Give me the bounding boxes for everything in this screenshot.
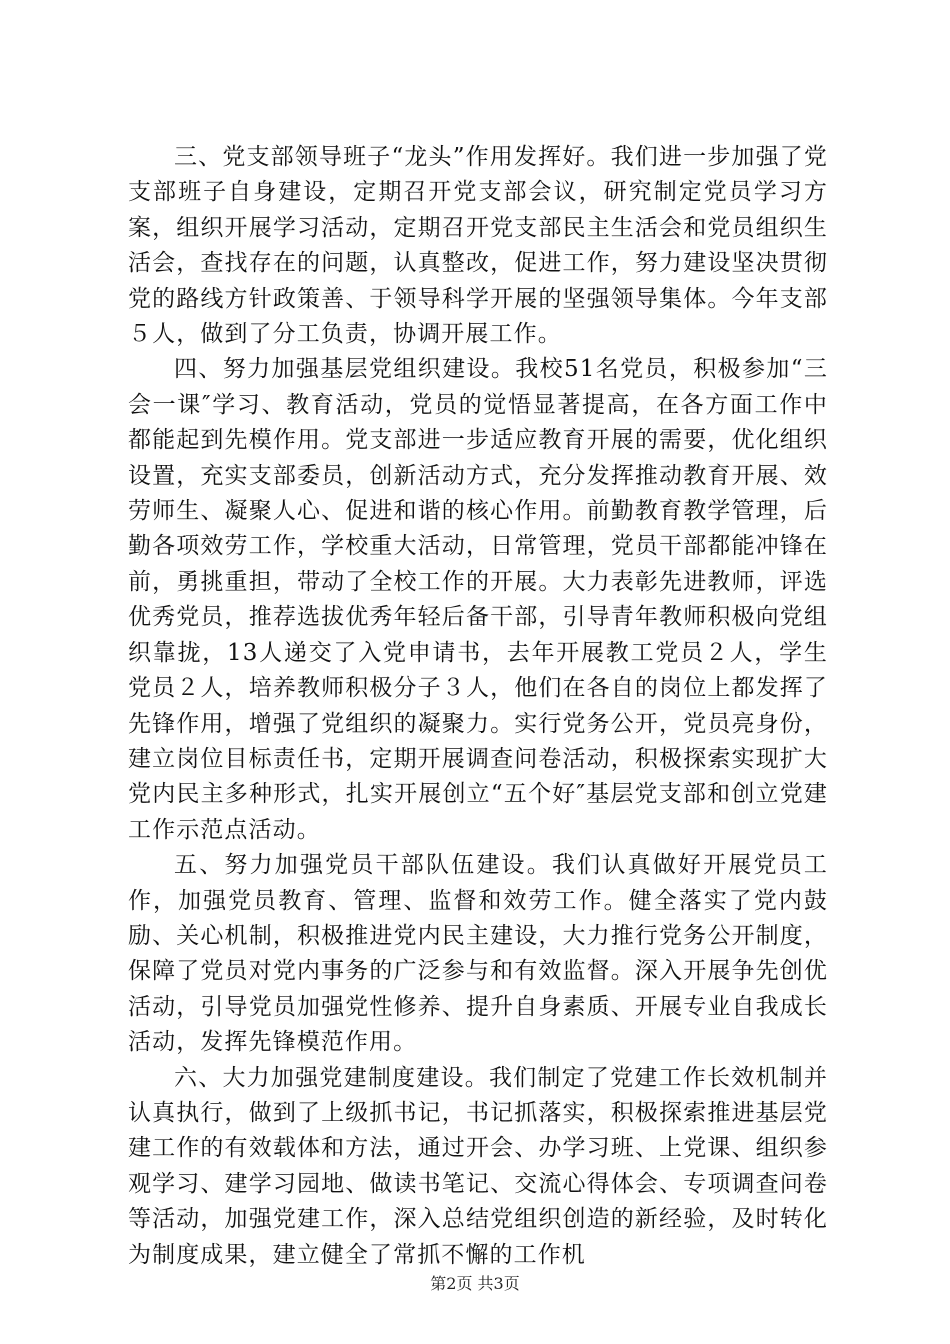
page-number-footer: 第2页 共3页 [430,1274,520,1293]
paragraph-section-4: 四、努力加强基层党组织建设。我校51名党员，积极参加“三会一课″学习、教育活动，党员的觉悟显著提高，在各方面工作中都能起到先模作用。党支部进一步适应教育开展的需要，优化组织设置，充实支部委员，创新活动方式，充分发挥推动教育开展、效劳师生、凝聚人心、促进和谐的核心作用。前勤教育教学管理，后勤各项效劳工作，学校重大活动，日常管理，党员干部都能冲锋在前，勇挑重担，带动了全校工作的开展。大力表彰先进教师，评选优秀党员，推荐选拔优秀年轻后备干部，引导青年教师积极向党组织靠拢，13人递交了入党申请书，去年开展教工党员２人，学生党员２人，培养教师积极分子３人，他们在各自的岗位上都发挥了先锋作用，增强了党组织的凝聚力。实行党务公开，党员亮身份，建立岗位目标责任书，定期开展调查问卷活动，积极探索实现扩大党内民主多种形式，扎实开展创立“五个好″基层党支部和创立党建工作示范点活动。 [128,356,828,843]
paragraph-section-5: 五、努力加强党员干部队伍建设。我们认真做好开展党员工作，加强党员教育、管理、监督和效劳工作。健全落实了党内鼓励、关心机制，积极推进党内民主建设，大力推行党务公开制度，保障了党员对党内事务的广泛参与和有效监督。深入开展争先创优活动，引导党员加强党性修养、提升自身素质、开展专业自我成长活动，发挥先锋模范作用。 [128,852,828,1056]
paragraph-section-6: 六、大力加强党建制度建设。我们制定了党建工作长效机制并认真执行，做到了上级抓书记，书记抓落实，积极探索推进基层党建工作的有效载体和方法，通过开会、办学习班、上党课、组织参观学习、建学习园地、做读书笔记、交流心得体会、专项调查问卷等活动，加强党建工作，深入总结党组织创造的新经验，及时转化为制度成果，建立健全了常抓不懈的工作机 [128,1064,828,1268]
document-body [128,140,828,1273]
paragraph-section-3: 三、党支部领导班子“龙头”作用发挥好。我们进一步加强了党支部班子自身建设，定期召开党支部会议，研究制定党员学习方案，组织开展学习活动，定期召开党支部民主生活会和党员组织生活会，查找存在的问题，认真整改，促进工作，努力建设坚决贯彻党的路线方针政策善、于领导科学开展的坚强领导集体。今年支部５人，做到了分工负责，协调开展工作。 [128,144,828,348]
